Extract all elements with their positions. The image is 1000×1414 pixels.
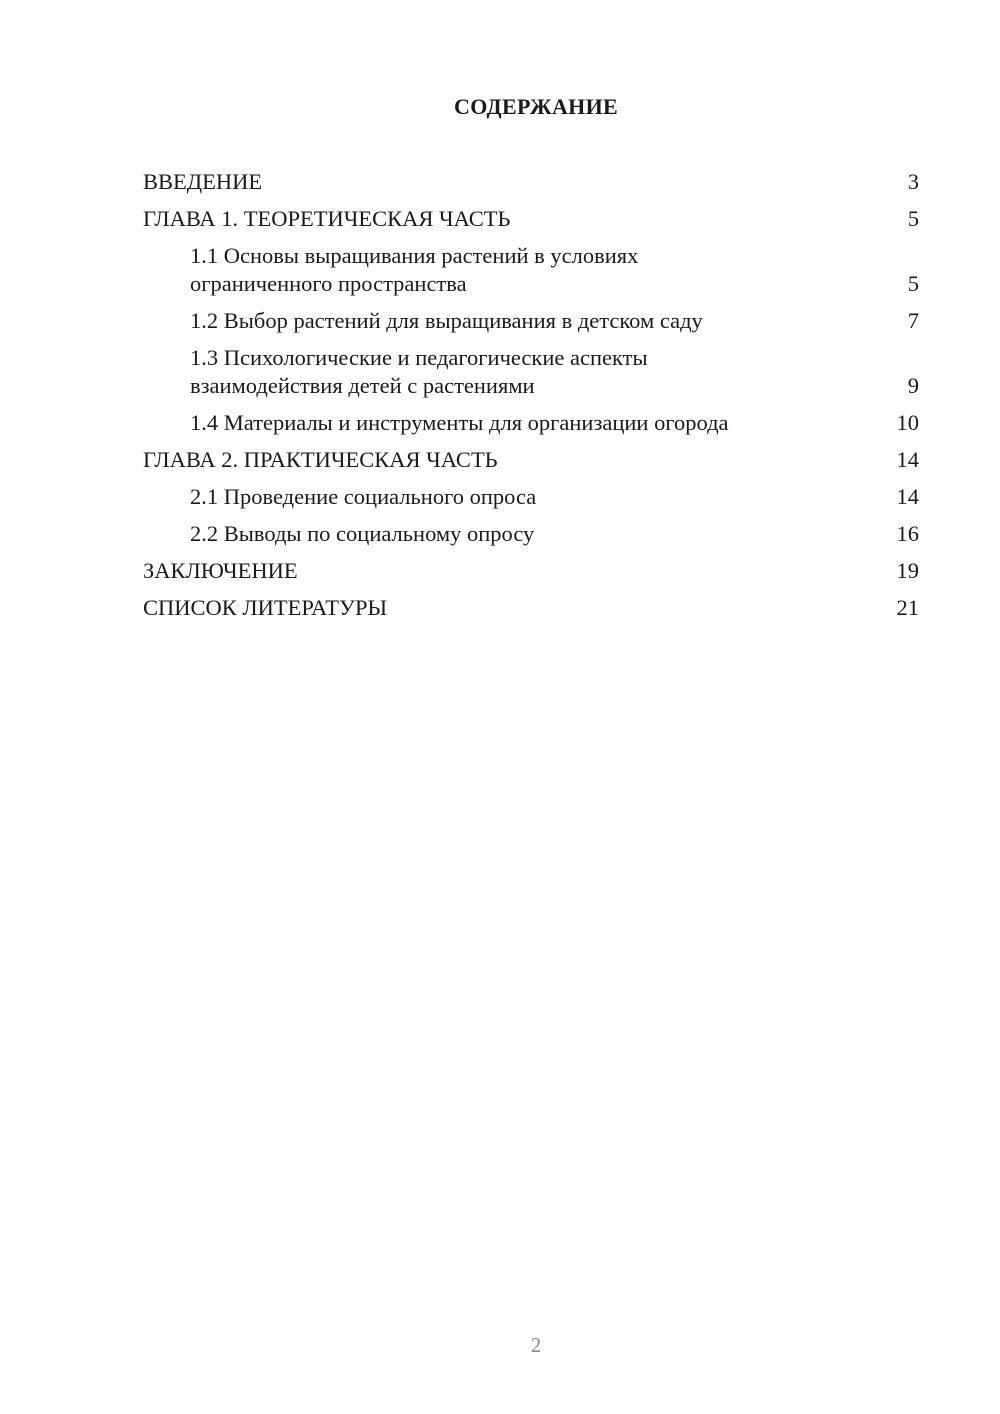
toc-entry-conclusion[interactable] xyxy=(143,557,919,585)
toc-entry-page: 3 xyxy=(907,169,919,194)
toc-entry-page: 21 xyxy=(896,595,919,620)
toc-entry-label: ВВЕДЕНИЕ xyxy=(143,169,263,194)
toc-entry-page: 10 xyxy=(896,410,919,435)
toc-entry-page: 16 xyxy=(896,521,919,546)
toc-entry-section-2-1[interactable] xyxy=(143,483,919,511)
toc-entry-section-2-2[interactable] xyxy=(143,520,919,548)
toc-entry-label: ГЛАВА 1. ТЕОРЕТИЧЕСКАЯ ЧАСТЬ xyxy=(143,206,511,231)
toc-entry-page: 19 xyxy=(896,558,919,583)
toc-entry-page: 14 xyxy=(896,447,919,472)
toc-entry-page: 5 xyxy=(907,271,919,296)
toc-entry-page: 9 xyxy=(907,373,919,398)
toc-entry-label: ГЛАВА 2. ПРАКТИЧЕСКАЯ ЧАСТЬ xyxy=(143,447,498,472)
page-title: СОДЕРЖАНИЕ xyxy=(454,94,618,119)
toc-entry-label: ЗАКЛЮЧЕНИЕ xyxy=(143,558,298,583)
toc-entry-chapter-1[interactable] xyxy=(143,205,919,233)
toc-entry-label: 1.2 Выбор растений для выращивания в детском саду xyxy=(190,308,703,333)
toc-entry-label: 2.2 Выводы по социальному опросу xyxy=(190,521,535,546)
table-of-contents xyxy=(143,168,919,631)
toc-entry-page: 5 xyxy=(907,206,919,231)
toc-entry-label: 2.1 Проведение социального опроса xyxy=(190,484,537,509)
toc-entry-section-1-1[interactable] xyxy=(143,242,919,298)
toc-entry-label: 1.4 Материалы и инструменты для организации огорода xyxy=(190,410,729,435)
toc-entry-section-1-4[interactable] xyxy=(143,409,919,437)
page-number: 2 xyxy=(530,1333,542,1357)
toc-entry-page: 7 xyxy=(907,308,919,333)
toc-entry-page: 14 xyxy=(896,484,919,509)
toc-entry-chapter-2[interactable] xyxy=(143,446,919,474)
toc-entry-section-1-3[interactable] xyxy=(143,344,919,400)
toc-entry-references[interactable] xyxy=(143,594,919,622)
toc-entry-label: СПИСОК ЛИТЕРАТУРЫ xyxy=(143,595,388,620)
toc-entry-introduction[interactable] xyxy=(143,168,919,196)
toc-entry-label: 1.1 Основы выращивания растений в условиях ограниченного пространства xyxy=(190,243,639,296)
toc-entry-label: 1.3 Психологические и педагогические аспекты взаимодействия детей с растениями xyxy=(190,345,648,398)
toc-entry-section-1-2[interactable] xyxy=(143,307,919,335)
